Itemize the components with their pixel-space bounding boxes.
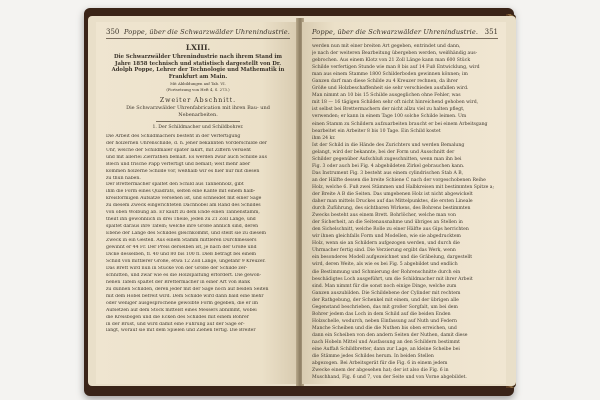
left-page-number: 350 (106, 28, 120, 36)
text-line: schnitten, und zwar wie es die Holzspaltung erfordert. Die gewon- (106, 272, 262, 278)
text-line: zu thun haben. (106, 175, 141, 181)
text-line: je nach der weiteren Bearbeitung übergeben werden, weißhändig aus- (312, 51, 478, 57)
text-line: theilt ihn gewöhnlich in drei Theile, jeden zu 21 Zoll Länge, und (106, 217, 256, 223)
text-line: an der Hälfte dessen die breite Schiene C nach der vorgeschobenen Reihe (312, 177, 486, 183)
text-line: Der Brettermacher spaltet den Schild aus Tannenholz, gibt (106, 182, 244, 188)
section-subtitle: Die Schwarzwälder Uhrenfabrication mit ihren Bau- und Nebenarbeiten. (126, 105, 270, 118)
text-line: langt, worauf sie mit dem Spielen und Ziehen fertig. Die Breiter (106, 328, 256, 334)
text-line: spaltet daraus ihre Tafeln; welche ihre Größe ähnlich sind, deren (106, 224, 259, 230)
continuation-note: (Fortsetzung von Heft 4, S. 273.) (166, 87, 230, 93)
text-line: Bohrer jedem das Loch in dem Schild auf die beiden Enden (312, 311, 451, 317)
text-line: daher man mittels Druckes auf das Mittelpunktes, die ersten Lineale (312, 199, 473, 205)
text-line: oder weniger ausgesprochene gewölbte Form gegeben, die er im (106, 300, 258, 306)
figure-note: Mit Abbildungen auf Tab. VI. (170, 81, 226, 87)
text-line: Schilde verfertigen Stunde wie man 8 bis auf 14 Fuß Entwicklung, wird (312, 65, 480, 71)
text-line: eine Auffaß Schildbretter, dann zur Lage, an kleine Scheibe bei (312, 347, 460, 353)
text-line: Holz, wenn sie an Schildern aufgezogen werden, und durch die (312, 241, 460, 247)
text-line: Man nimmt an 10 bis 15 Schilde ausgeglichen ohne Fehler, was (312, 93, 461, 99)
text-line: die Stämme jedes Schildes herum. In beiden Stellen (312, 354, 434, 360)
divider (156, 121, 240, 122)
text-line: durch Zuführung, des sichtbaren Wirkens, des Bohrens bestimmten (312, 206, 471, 212)
text-line: nenen Tafeln spaltet der Brettermacher in einer Art von Bank (106, 279, 250, 285)
text-line: Manche Scheiben und die die Nuthen bis oben erreichen, und (312, 325, 457, 331)
text-line: Uhrmacher fertig sind. Die Verzierung ergibt das Werk, wenn (312, 248, 456, 254)
left-body-text (106, 134, 290, 336)
text-line: von oben Wölbung ab. Er kauft zu dem Ende einen Tannenstamm, (106, 210, 260, 216)
text-line: Schilder gegenüber Aufschluß zugeschnitten, wenn man ihn bei (312, 156, 462, 162)
text-line: Muschhand, Fig. 6 und 7, von der Seite und von Vorne abgebildet. (312, 375, 467, 381)
text-line: und mit allerlei Zierrathen bemalt. Es werden zwar auch Schilde aus (106, 154, 267, 160)
text-line: der Breite A B die Seiten. Das umgebenen Holz ist nicht abgewickelt (312, 191, 473, 197)
chapter-title: Die Schwarzwälder Uhrenindustrie nach ihrem Stand im Jahre 1858 technisch und statistisch dargestellt von Dr. Adolph Poppe, Lehrer der Technologie und Mathematik in Frankfurt am Main. (111, 54, 285, 80)
text-line: Ganzen darf man diese Schilde zu 4 Kreuzer rechnen, da ihrer (312, 79, 458, 85)
text-line: einen Stamm zu Schildern aufzuarbeiten braucht er bei einem Arbeitsgang (312, 121, 488, 127)
text-line: kommen hölzerne Schilde vor, weßhalb wir es hier nur mit diesen (106, 168, 260, 174)
text-line: Holzschelle, wodurch, neben Einfassung auf Nuth und Federn (312, 318, 457, 324)
text-line: werden nun mit einer breiten Art gegeben, entrindet und dann, (312, 44, 461, 49)
text-line: ist selbst bei Brettermachern der nicht allzu viel zu halten pflegt, (312, 107, 465, 113)
right-body-text (312, 43, 498, 381)
text-line: Holz, welche 6. Fuß zwei Stämmen und Halbkreisen mit bestimmten Spitze a; (312, 184, 495, 190)
left-page (96, 22, 298, 384)
text-line: Die Arbeit des Schildmachers besteht in der Verfertigung (106, 133, 241, 139)
text-line: Das Instrument Fig. 3 besteht aus einem cylindrischen Stab A B, (312, 170, 464, 176)
text-line: dann ein Scheiben von den andern Seiten der Nuthen, damit diese (312, 332, 468, 338)
text-line: Dicke desselben, fl. 40 und 80 bis 100 fl. Dieß beträgt bei einem (106, 251, 257, 257)
text-line: bearbeitet ein Arbeiter 8 bis 10 Tage. Ein Schild kostet (312, 128, 441, 134)
chapter-number: LXIII. (185, 43, 211, 52)
text-line: die Kreisbögen und die Ecken des Schildes mit einem Bohrer (106, 314, 249, 320)
text-line: abgezogen. Bei Arbeitsgerät für die Fig. 6 in einem jedem (312, 361, 448, 367)
text-line: den Sichelschnitt, welche Rolle zu einer Hälfte aus Gips herrichten (312, 227, 469, 233)
text-line: mit dem Hobel befreit wird. Dem Schilde wird dann bald eine mehr (106, 293, 264, 299)
text-line: Zwecke einem der abgesehen hat; der ist also die Fig. 6 in (312, 368, 449, 374)
text-line: Uhr, welche der Schildmaler später lakirt, mit Ziffern versieht (106, 147, 252, 153)
text-line: Zweck in ein Gestell. Aus einem Stamm mittleren Durchmessers (106, 238, 257, 244)
text-line: in der Brust, und wird damit eine Führung auf der Säge er- (106, 321, 245, 327)
text-line: wird, deren Weite, als wie es bei Fig. 5 abgebildet und endlich (312, 262, 458, 268)
left-running-head (106, 28, 290, 39)
text-line: zu diesem Zweck eingerichteten Dachhobel am Rand des Schildes (106, 203, 261, 209)
text-line: ihm die Form eines Quadrats, selten eine Kante mit einem halb- (106, 189, 256, 195)
right-page-number: 351 (484, 28, 498, 36)
text-line: gebrochen. Aus einem Klotz von 21 Zoll Länge kann man 600 Stück (312, 58, 471, 64)
text-line: der Sicherheit, an die Seitenausnahme und übriges an Stellen in (312, 220, 463, 226)
text-line: ein besonderes Modell aufgezeichnet und die Gräbelung, dargestellt (312, 255, 473, 261)
text-line: kreisförmigen Aufsatze versehen ist, und schneidet mit einer Säge (106, 196, 262, 202)
text-line: nach Hobeln Mittel und Ausfassung an den Schildern bestimmt (312, 339, 460, 345)
text-line: Schild von mittlerer Größe, etwa 12 Zoll Länge, ungefähr 9 Kreuzer. (106, 258, 266, 264)
left-running-title: Poppe, über die Schwarzwälder Uhrenindustrie. (123, 28, 290, 36)
text-line: ihm 24 kr. (312, 135, 336, 141)
text-line: Fig. 3 oder auch bei Fig. 4 abgebildeten Zirkel gebrauchen kann. (312, 163, 465, 169)
text-line: Das Brett wird nun in Stücke von der Größe der Schilde zer- (106, 265, 248, 271)
section-heading: Zweiter Abschnitt. (159, 97, 237, 105)
text-line: sind. Man nimmt für die sonst noch einige Dinge, welche zum (312, 283, 457, 289)
text-line: gewinnt er 44 Fr. Der Preis derselben ist, je nach der Größe und (106, 245, 257, 251)
text-line: Größe und Holzbeschaffenheit sie sehr verschieden ausfallen wird. (312, 86, 469, 92)
text-line: Zwecks besteht aus einem Brett. Bohrlöcher, welche man von (312, 213, 457, 219)
text-line: der Rathgebung, der Schenkel mit einem, und der übrigen alle (312, 297, 459, 303)
text-line: Blech und frische Papp verfertigt und bemalt; weit mehr aber (106, 161, 251, 167)
text-line: beschädigtes Loch ausgeführt, um die Schildmacher mit ihrer Arbeit (312, 276, 473, 282)
text-line: verwenden; er kann in einem Tage 100 solche Schilde leimen. Um (312, 114, 467, 120)
text-line: Ist der Schild in die Hände des Zurichters und werden Bemalung (312, 142, 465, 148)
text-line: wir ihnen gleichfalls Form und Modellen, wie sie abgedrucktem (312, 234, 461, 240)
text-line: Aufsetzen auf dem Stock mittelst eines Messers abnimmt, wobei (106, 307, 257, 313)
subsection-heading: 1. Der Schildmacher und Schildbohrer. (152, 124, 244, 130)
text-line: Ebene der Länge des Schildes gleichkommt, und stellt sie zu diesem (106, 231, 266, 237)
text-line: der hölzernen Uhrenschilde, d. h. jener bekannten Vorderschilde der (106, 140, 267, 146)
right-running-head (312, 28, 498, 39)
text-line: man aus einem Stamme 1800 Schilderboden gewinnen können; im (312, 72, 468, 78)
text-line: zu dünnen Schilden, deren jeder mit der Säge noch auf beiden Seiten (106, 286, 269, 292)
text-line: die Bestimmung und Schmierung der Rohrenschnitte durch ein (312, 269, 461, 275)
text-line: gelangt, wird der bekannte, bei der Form und Ausschnitt der (312, 149, 455, 155)
text-line: Gegenstand beschrieben, das mit großer Sorgfalt, um bei dem (312, 304, 458, 310)
text-line: mit 18 — 16 tägigen Schilden sehr oft nicht hinreichend gehoben wird, (312, 100, 479, 106)
right-page (302, 22, 506, 384)
text-line: Ganzen auszubilden. Die Schildebene der Cylinder mit rechtem (312, 290, 461, 296)
right-running-title: Poppe, über die Schwarzwälder Uhrenindustrie. (312, 28, 479, 36)
